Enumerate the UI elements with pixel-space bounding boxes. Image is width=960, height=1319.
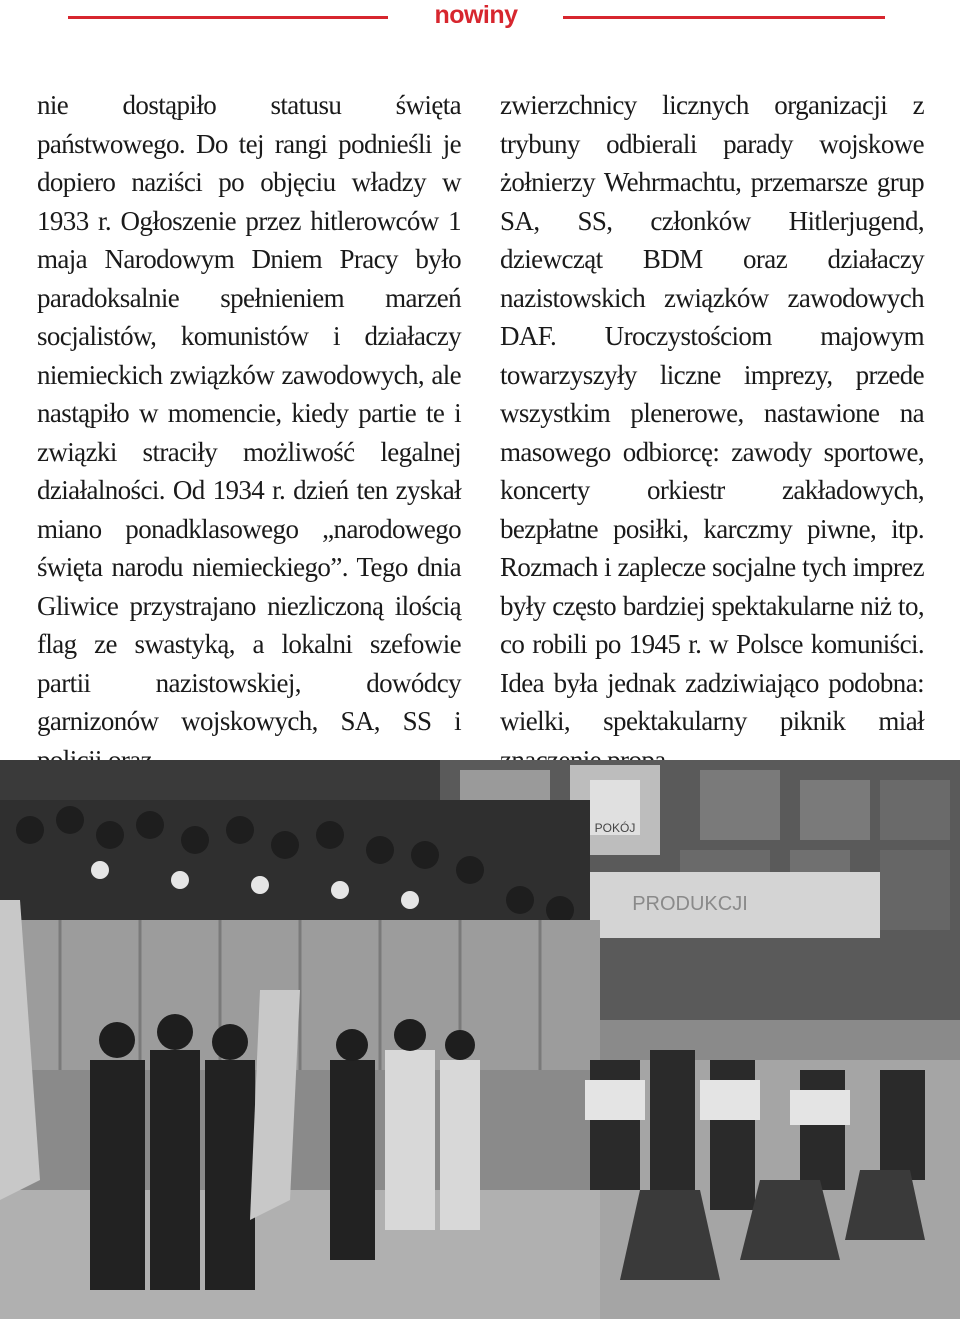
article-text-right: zwierzchnicy licznych organizacji z trybuny odbierali parady wojskowe żołnierzy Wehrmachtu, przemarsze grup SA, SS, członków Hitlerjugend, dziewcząt BDM oraz działaczy nazistowskich związków zawodowych DAF. Uroczystościom majowym towarzyszyły liczne imprezy, przede wszystkim plenerowe, nastawione na masowego odbiorcę: zawody sportowe, koncerty orkiestr zakładowych, bezpłatne posiłki, karczmy piwne, itp. Rozmach i zaplecze socjalne tych imprez były często bardziej spektakularne niż to, co robili po 1945 r. w Polsce komuniści. Idea była jednak zadziwiająco podobna: wielki, spektakularny piknik miał xyxy=(500,90,924,736)
parade-photo xyxy=(0,760,960,1319)
page-header xyxy=(0,0,960,40)
photo-icon xyxy=(0,760,960,1319)
article-column-left xyxy=(37,86,461,779)
article-text-left: nie dostąpiło statusu święta państwowego. Do tej rangi podnieśli je dopiero naziści po objęciu władzy w 1933 r. Ogłoszenie przez hitlerowców 1 maja Narodowym Dniem Pracy było paradoksalnie spełnieniem marzeń socjalistów, komunistów i działaczy niemieckich związków zawodowych, ale nastąpiło w momencie, kiedy partie te i związki straciły możliwość legalnej działalności. Od 1934 r. dzień ten zyskał miano ponadklasowego „narodowego święta narodu niemieckiego”. Tego dnia Gliwice przystrajano niezliczoną ilością flag ze swastyką, a lokalni szefowie partii nazistowskiej, dowódcy garnizonów wojskowych, SA, SS i xyxy=(37,90,461,736)
photo-banner-text: PRODUKCJI xyxy=(632,893,748,915)
article-column-right xyxy=(500,86,924,779)
photo-sign-text: POKÓJ xyxy=(594,821,636,835)
header-rule-right xyxy=(563,16,885,19)
header-rule-left xyxy=(68,16,388,19)
nowiny-logo: nowiny xyxy=(434,1,518,29)
